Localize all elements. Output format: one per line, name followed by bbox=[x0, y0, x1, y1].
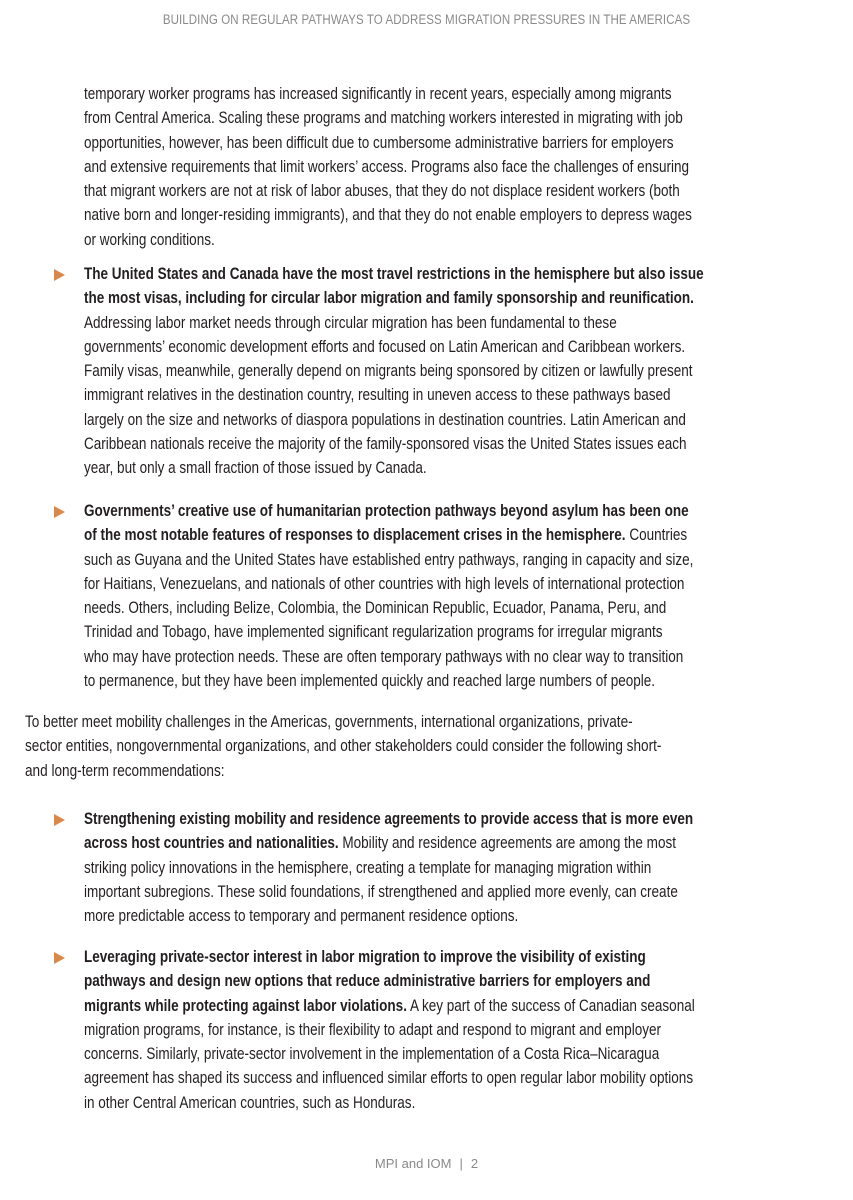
orange-triangle-bullet-icon bbox=[54, 952, 65, 964]
text-line: concerns. Similarly, private-sector involvement in the implementation of a Costa Rica–Nicaragua bbox=[84, 1045, 660, 1064]
bold-heading-line: Leveraging private-sector interest in labor migration to improve the visibility of existing bbox=[84, 948, 646, 966]
page-footer bbox=[0, 1156, 853, 1171]
bold-heading-line: of the most notable features of responses to displacement crises in the hemisphere. bbox=[84, 526, 626, 545]
text-line: from Central America. Scaling these programs and matching workers interested in migrating with job bbox=[84, 109, 683, 128]
text-line: who may have protection needs. These are often temporary pathways with no clear way to transition bbox=[84, 647, 684, 666]
orange-triangle-bullet-icon bbox=[54, 269, 65, 281]
text-line: sector entities, nongovernmental organizations, and other stakeholders could consider the following short- bbox=[25, 737, 662, 756]
text-fragment: Countries bbox=[625, 526, 688, 545]
text-line: more predictable access to temporary and permanent residence options. bbox=[84, 907, 519, 926]
text-line: in other Central American countries, such as Honduras. bbox=[84, 1093, 416, 1112]
recommendation-bullet-1 bbox=[84, 807, 819, 928]
bold-heading-line: the most visas, including for circular labor migration and family sponsorship and reunification. bbox=[84, 289, 694, 308]
text-line: striking policy innovations in the hemisphere, creating a template for managing migration within bbox=[84, 858, 652, 877]
bold-heading-line: Strengthening existing mobility and residence agreements to provide access that is more even bbox=[84, 810, 694, 828]
text-line: agreement has shaped its success and influenced similar efforts to open regular labor mobility options bbox=[84, 1069, 694, 1088]
text-line: for Haitians, Venezuelans, and nationals of other countries with high levels of international protection bbox=[84, 574, 685, 593]
text-line: temporary worker programs has increased significantly in recent years, especially among migrants bbox=[84, 85, 672, 103]
text-line: year, but only a small fraction of those issued by Canada. bbox=[84, 459, 427, 478]
text-line: largely on the size and networks of diaspora populations in destination countries. Latin American and bbox=[84, 410, 686, 429]
running-header: BUILDING ON REGULAR PATHWAYS TO ADDRESS MIGRATION PRESSURES IN THE AMERICAS bbox=[162, 12, 691, 27]
bold-heading-line: across host countries and nationalities. bbox=[84, 834, 339, 853]
text-line: Addressing labor market needs through circular migration has been fundamental to these bbox=[84, 313, 617, 332]
text-line: Trinidad and Tobago, have implemented significant regularization programs for irregular migrants bbox=[84, 623, 663, 642]
orange-triangle-bullet-icon bbox=[54, 506, 65, 518]
continuation-paragraph bbox=[84, 82, 819, 252]
text-line: and extensive requirements that limit workers’ access. Programs also face the challenges of ensuring bbox=[84, 157, 690, 176]
bold-heading-line: Governments’ creative use of humanitarian protection pathways beyond asylum has been one bbox=[84, 502, 689, 520]
text-line: governments’ economic development efforts and focused on Latin American and Caribbean workers. bbox=[84, 337, 686, 356]
text-line: and long-term recommendations: bbox=[25, 761, 225, 780]
text-line: to permanence, but they have been implemented quickly and reached large numbers of people. bbox=[84, 672, 656, 691]
recommendation-bullet-2 bbox=[84, 945, 819, 1115]
text-line: native born and longer-residing immigrants), and that they do not enable employers to depress wages bbox=[84, 206, 692, 225]
text-line: Caribbean nationals receive the majority of the family-sponsored visas the United States issues each bbox=[84, 435, 687, 454]
bold-heading-line: migrants while protecting against labor violations. bbox=[84, 996, 407, 1015]
finding-bullet-2 bbox=[84, 499, 819, 693]
text-line: needs. Others, including Belize, Colombia, the Dominican Republic, Ecuador, Panama, Peru, and bbox=[84, 599, 667, 618]
text-line: To better meet mobility challenges in the Americas, governments, international organizations, private- bbox=[25, 713, 633, 731]
text-line: important subregions. These solid foundations, if strengthened and applied more evenly, can create bbox=[84, 882, 678, 901]
text-line: that migrant workers are not at risk of labor abuses, that they do not displace resident workers (both bbox=[84, 182, 680, 201]
text-fragment: Mobility and residence agreements are among the most bbox=[338, 834, 676, 853]
bold-heading-line: pathways and design new options that reduce administrative barriers for employers and bbox=[84, 972, 651, 991]
recommendations-intro bbox=[25, 710, 831, 783]
footer-separator: | bbox=[459, 1156, 463, 1171]
bold-heading-line: The United States and Canada have the most travel restrictions in the hemisphere but also issue bbox=[84, 265, 704, 283]
text-line: Family visas, meanwhile, generally depend on migrants being sponsored by citizen or lawfully present bbox=[84, 362, 693, 381]
text-line: migration programs, for instance, is their flexibility to adapt and respond to migrant and employer bbox=[84, 1020, 661, 1039]
publisher-label: MPI and IOM bbox=[374, 1156, 452, 1171]
text-line: or working conditions. bbox=[84, 230, 215, 249]
text-fragment: A key part of the success of Canadian seasonal bbox=[406, 996, 695, 1015]
text-line: opportunities, however, has been difficult due to cumbersome administrative barriers for employers bbox=[84, 133, 674, 152]
page-number: 2 bbox=[470, 1156, 479, 1171]
text-line: such as Guyana and the United States have established entry pathways, ranging in capacity and size, bbox=[84, 550, 694, 569]
orange-triangle-bullet-icon bbox=[54, 814, 65, 826]
text-line: immigrant relatives in the destination country, resulting in uneven access to these pathways based bbox=[84, 386, 671, 405]
finding-bullet-1 bbox=[84, 262, 819, 481]
